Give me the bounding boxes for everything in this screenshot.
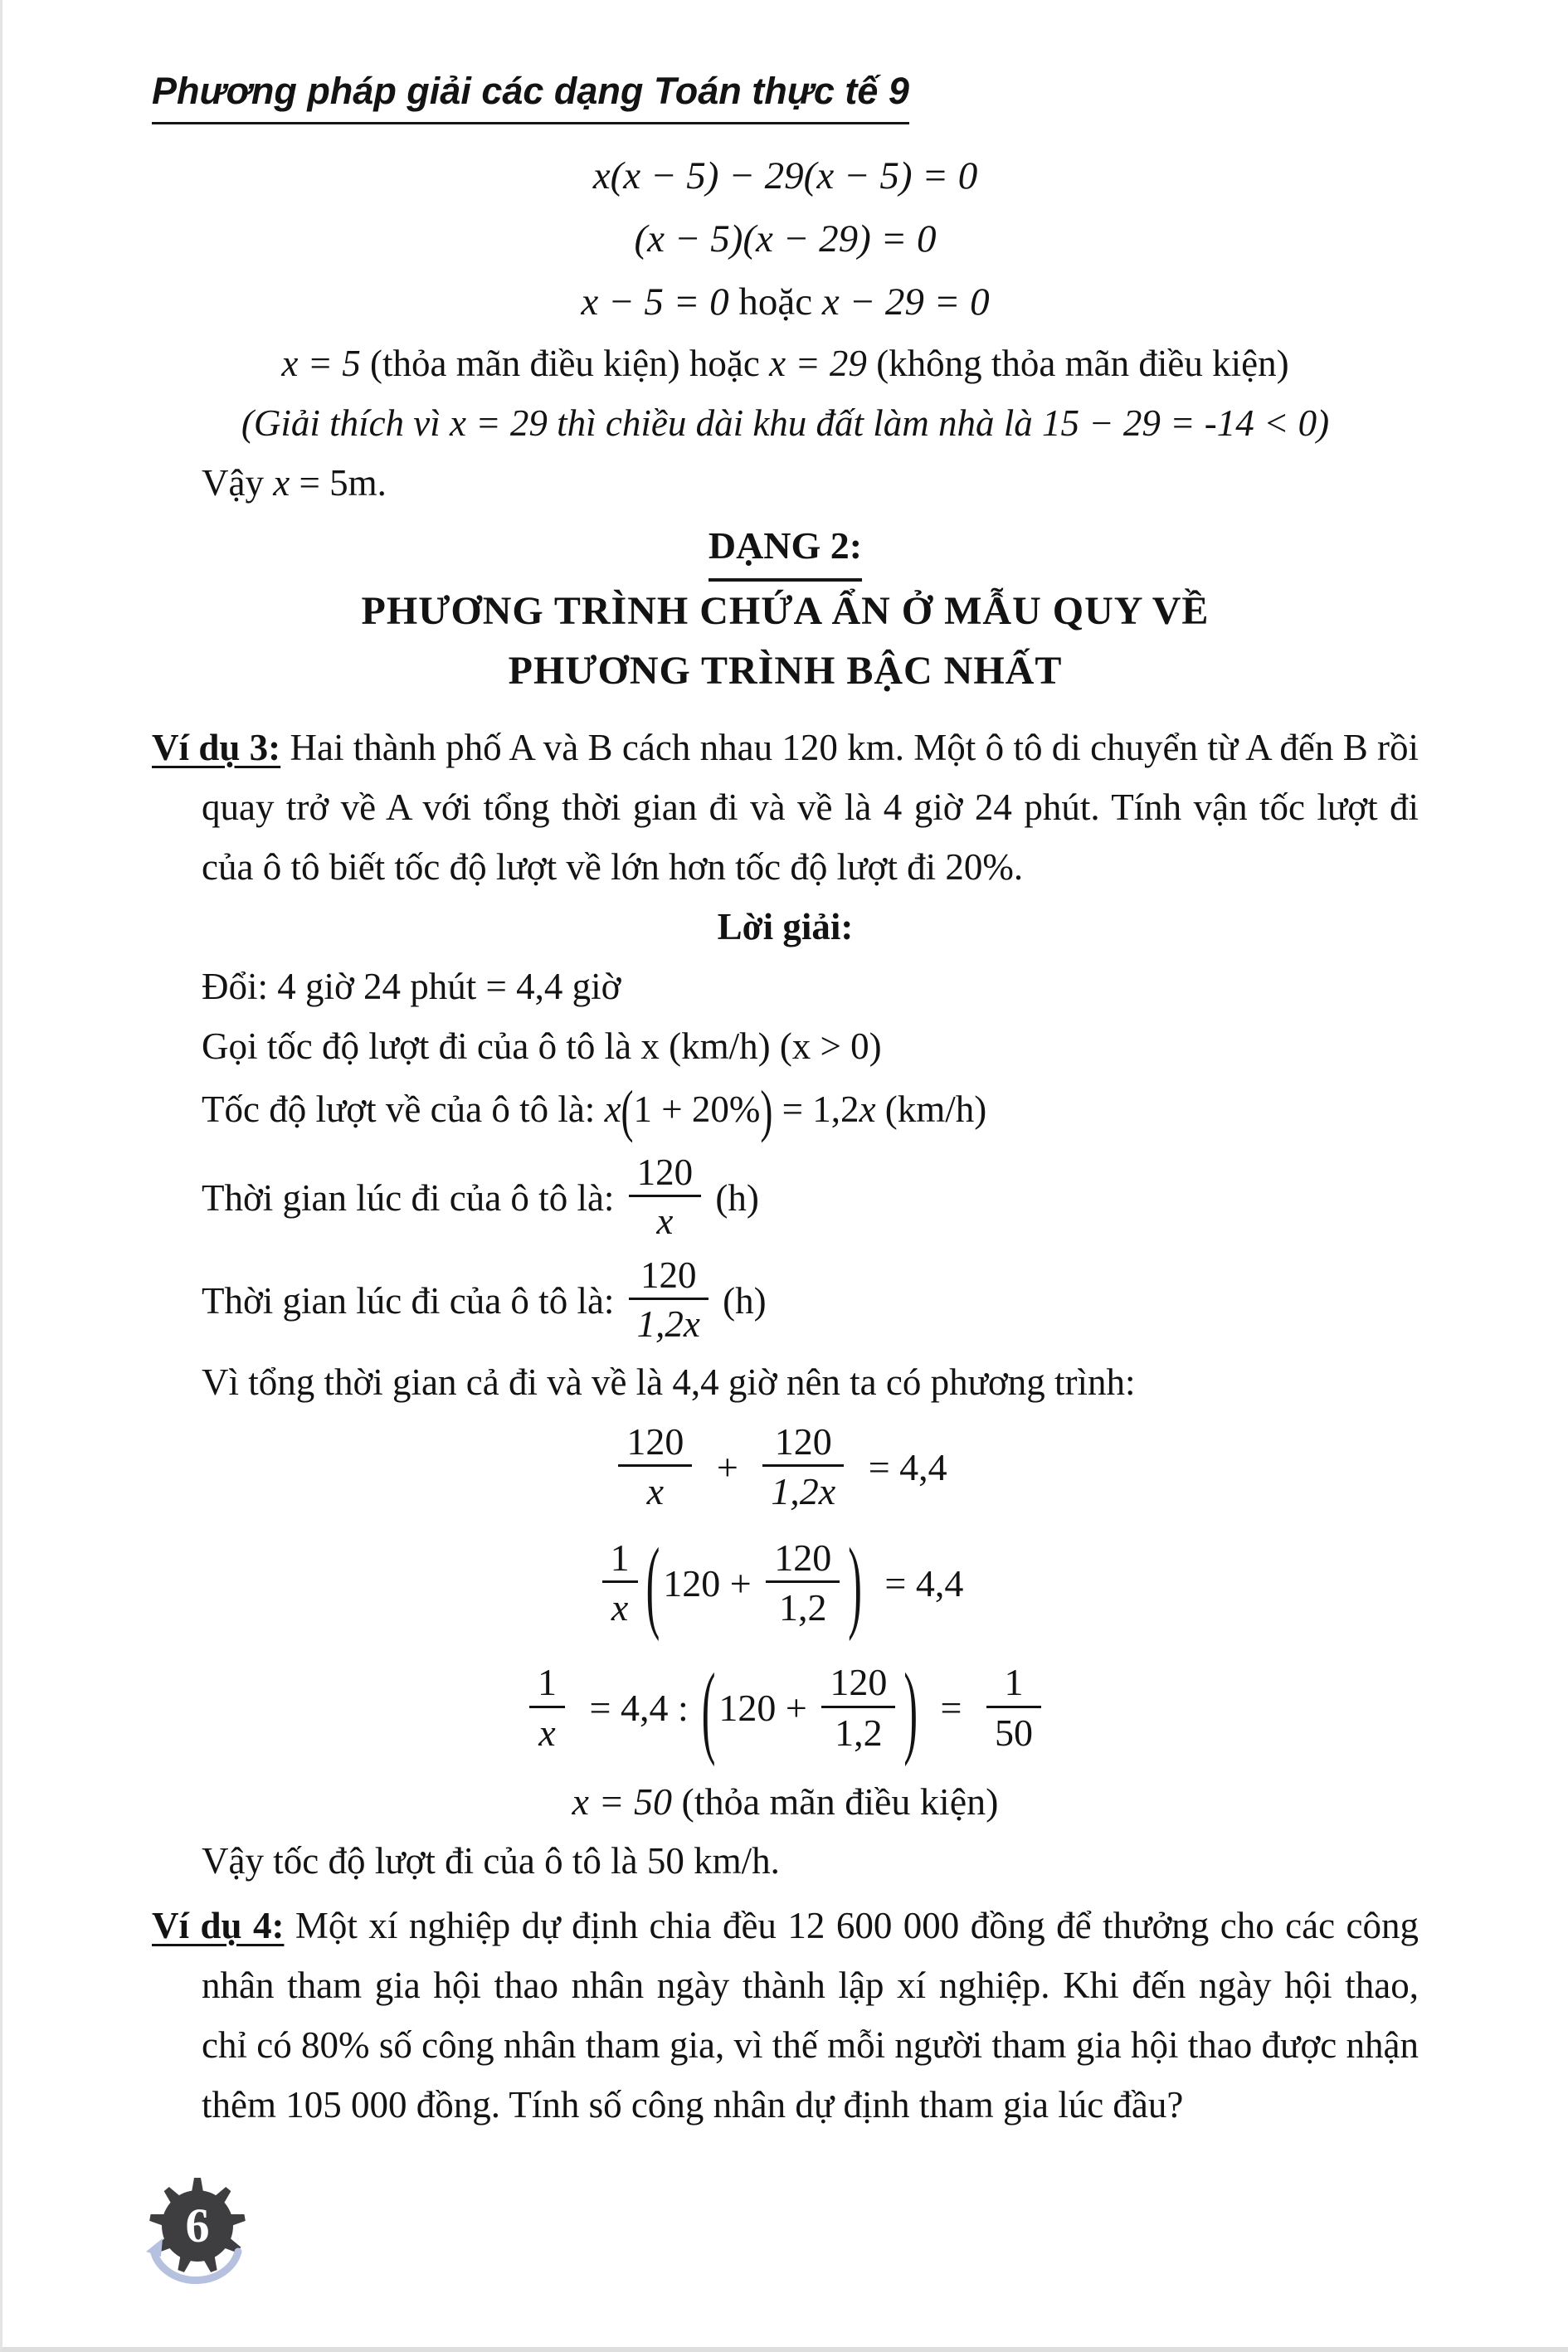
fraction-numerator: 1 <box>610 1536 630 1579</box>
fraction-denominator: 1,2 <box>766 1580 840 1630</box>
fraction-numerator: 120 <box>636 1152 694 1194</box>
math-fragment: x − 29 = 0 <box>821 280 990 324</box>
fraction <box>821 1660 895 1755</box>
math-fragment: = 4,4 <box>868 1445 947 1488</box>
math-fragment: x <box>859 1088 876 1130</box>
unit-fragment: (km/h) <box>884 1088 987 1130</box>
section-kicker <box>152 516 1419 582</box>
result-line <box>152 1773 1419 1831</box>
math-fragment: = 4,4 : <box>589 1687 689 1730</box>
math-fragment: = 4,4 <box>884 1561 964 1605</box>
fraction-numerator: 120 <box>640 1254 697 1297</box>
text-fragment: (không thỏa mãn điều kiện) <box>876 343 1289 384</box>
fraction <box>529 1660 565 1755</box>
example3-label: Ví dụ 3: <box>152 727 281 768</box>
fraction-numerator: 1 <box>538 1661 558 1704</box>
because-line: Vì tổng thời gian cả đi và về là 4,4 giờ nên ta có phương trình: <box>202 1361 1136 1403</box>
fraction <box>766 1536 840 1631</box>
display-equation-3 <box>152 1648 1419 1772</box>
math-fragment: x = 29 <box>769 343 867 384</box>
running-head-title: Phương pháp giải các dạng Toán thực tế 9 <box>152 66 909 124</box>
running-head <box>152 66 1419 124</box>
example4-label: Ví dụ 4: <box>152 1904 285 1946</box>
example3-text: Hai thành phố A và B cách nhau 120 km. Một ô tô di chuyển từ A đến B rồi quay trở về A với tổng thời gian đi và về là 4 giờ 24 phút. Tính vận tốc lượt đi của ô tô biết tốc độ lượt về lớn hơn tốc độ lượt đi 20%. <box>202 727 1419 888</box>
math-fragment: x <box>273 462 290 504</box>
operator: + <box>716 1445 738 1488</box>
left-paren: ( <box>621 1078 634 1143</box>
page-badge-graphic <box>139 2172 256 2321</box>
fraction-denominator: 1,2x <box>629 1298 709 1346</box>
text-fragment: Thời gian lúc đi của ô tô là: <box>202 1176 615 1219</box>
example3-paragraph <box>152 718 1419 897</box>
math-fragment: = 1,2 <box>782 1088 859 1130</box>
operator: = <box>940 1687 962 1730</box>
math-fragment: 120 + <box>718 1687 807 1730</box>
fraction-denominator: x <box>618 1464 692 1514</box>
math-fragment: x <box>604 1088 621 1130</box>
fraction-denominator: x <box>602 1580 638 1630</box>
text-fragment: (thỏa mãn điều kiện) <box>681 1780 999 1823</box>
arrowhead-icon <box>146 2238 163 2257</box>
fraction <box>602 1536 638 1631</box>
math-fragment: x = 50 <box>572 1780 673 1823</box>
conclusion-line-ex3: Vậy tốc độ lượt đi của ô tô là 50 km/h. <box>202 1839 780 1882</box>
explanation-line: (Giải thích vì x = 29 thì chiều dài khu đất làm nhà là 15 − 29 = -14 < 0) <box>241 402 1330 444</box>
fraction <box>986 1660 1041 1755</box>
conclusion-line-prev <box>202 453 1419 513</box>
fraction-denominator: 1,2x <box>762 1464 844 1514</box>
left-paren: ( <box>701 1650 716 1767</box>
fraction-denominator: x <box>529 1706 565 1755</box>
math-fragment: 1 + 20% <box>633 1088 761 1130</box>
solution-line-assume: Gọi tốc độ lượt đi của ô tô là x (km/h) (x > 0) <box>202 1025 882 1067</box>
fraction <box>629 1254 709 1346</box>
display-equation-2 <box>152 1523 1419 1648</box>
case-line <box>152 334 1419 393</box>
right-paren: ) <box>848 1526 862 1643</box>
page-number: 6 <box>185 2199 210 2252</box>
fraction-numerator: 1 <box>1004 1661 1024 1704</box>
fraction <box>629 1151 702 1244</box>
fraction-denominator: 1,2 <box>821 1706 895 1755</box>
section-title-line2: PHƯƠNG TRÌNH BẬC NHẤT <box>508 649 1063 693</box>
fraction-denominator: x <box>629 1195 702 1244</box>
right-paren: ) <box>903 1650 918 1767</box>
solution-line-convert: Đổi: 4 giờ 24 phút = 4,4 giờ <box>202 966 621 1007</box>
solution-line-speed <box>202 1076 1419 1147</box>
unit-fragment: (h) <box>723 1279 767 1322</box>
time-line-1 <box>202 1147 1419 1249</box>
solution-heading: Lời giải: <box>717 906 854 947</box>
page-number-badge <box>139 2172 256 2321</box>
fraction-numerator: 120 <box>774 1536 832 1579</box>
text-fragment: hoặc <box>738 280 813 324</box>
equation-line-3 <box>152 270 1419 334</box>
section-kicker-text: DẠNG 2: <box>709 516 862 582</box>
right-paren: ) <box>760 1078 773 1143</box>
display-equation-1 <box>152 1412 1419 1523</box>
left-paren: ( <box>645 1526 660 1643</box>
text-fragment: = 5m. <box>299 462 387 504</box>
example4-paragraph <box>152 1896 1419 2135</box>
text-fragment: (thỏa mãn điều kiện) hoặc <box>370 343 760 384</box>
text-fragment: Vậy <box>202 462 264 504</box>
text-fragment: Thời gian lúc đi của ô tô là: <box>202 1279 615 1322</box>
time-line-2 <box>202 1249 1419 1352</box>
fraction-numerator: 120 <box>830 1661 888 1704</box>
text-fragment: Tốc độ lượt về của ô tô là: <box>202 1088 596 1130</box>
fraction-denominator: 50 <box>986 1706 1041 1755</box>
math-fragment: x = 5 <box>281 343 361 384</box>
fraction <box>762 1419 844 1515</box>
math-fragment: x − 5 = 0 <box>581 280 729 324</box>
fraction-numerator: 120 <box>774 1419 832 1463</box>
example4-text: Một xí nghiệp dự định chia đều 12 600 000 đồng để thưởng cho các công nhân tham gia hội thao nhân ngày thành lập xí nghiệp. Khi đến ngày hội thao, chỉ có 80% số công nhân tham gia, vì thế mỗi người tham gia hội thao được nhận thêm 105 000 đồng. Tính số công nhân dự định tham gia lúc đầu? <box>202 1904 1419 2126</box>
equation-line-2: (x − 5)(x − 29) = 0 <box>634 217 937 261</box>
unit-fragment: (h) <box>715 1176 759 1219</box>
math-fragment: 120 + <box>663 1561 752 1605</box>
fraction-numerator: 120 <box>626 1419 684 1463</box>
equation-stack <box>152 144 1419 334</box>
section-title-line1: PHƯƠNG TRÌNH CHỨA ẨN Ở MẪU QUY VỀ <box>361 589 1210 633</box>
equation-line-1: x(x − 5) − 29(x − 5) = 0 <box>592 154 978 197</box>
